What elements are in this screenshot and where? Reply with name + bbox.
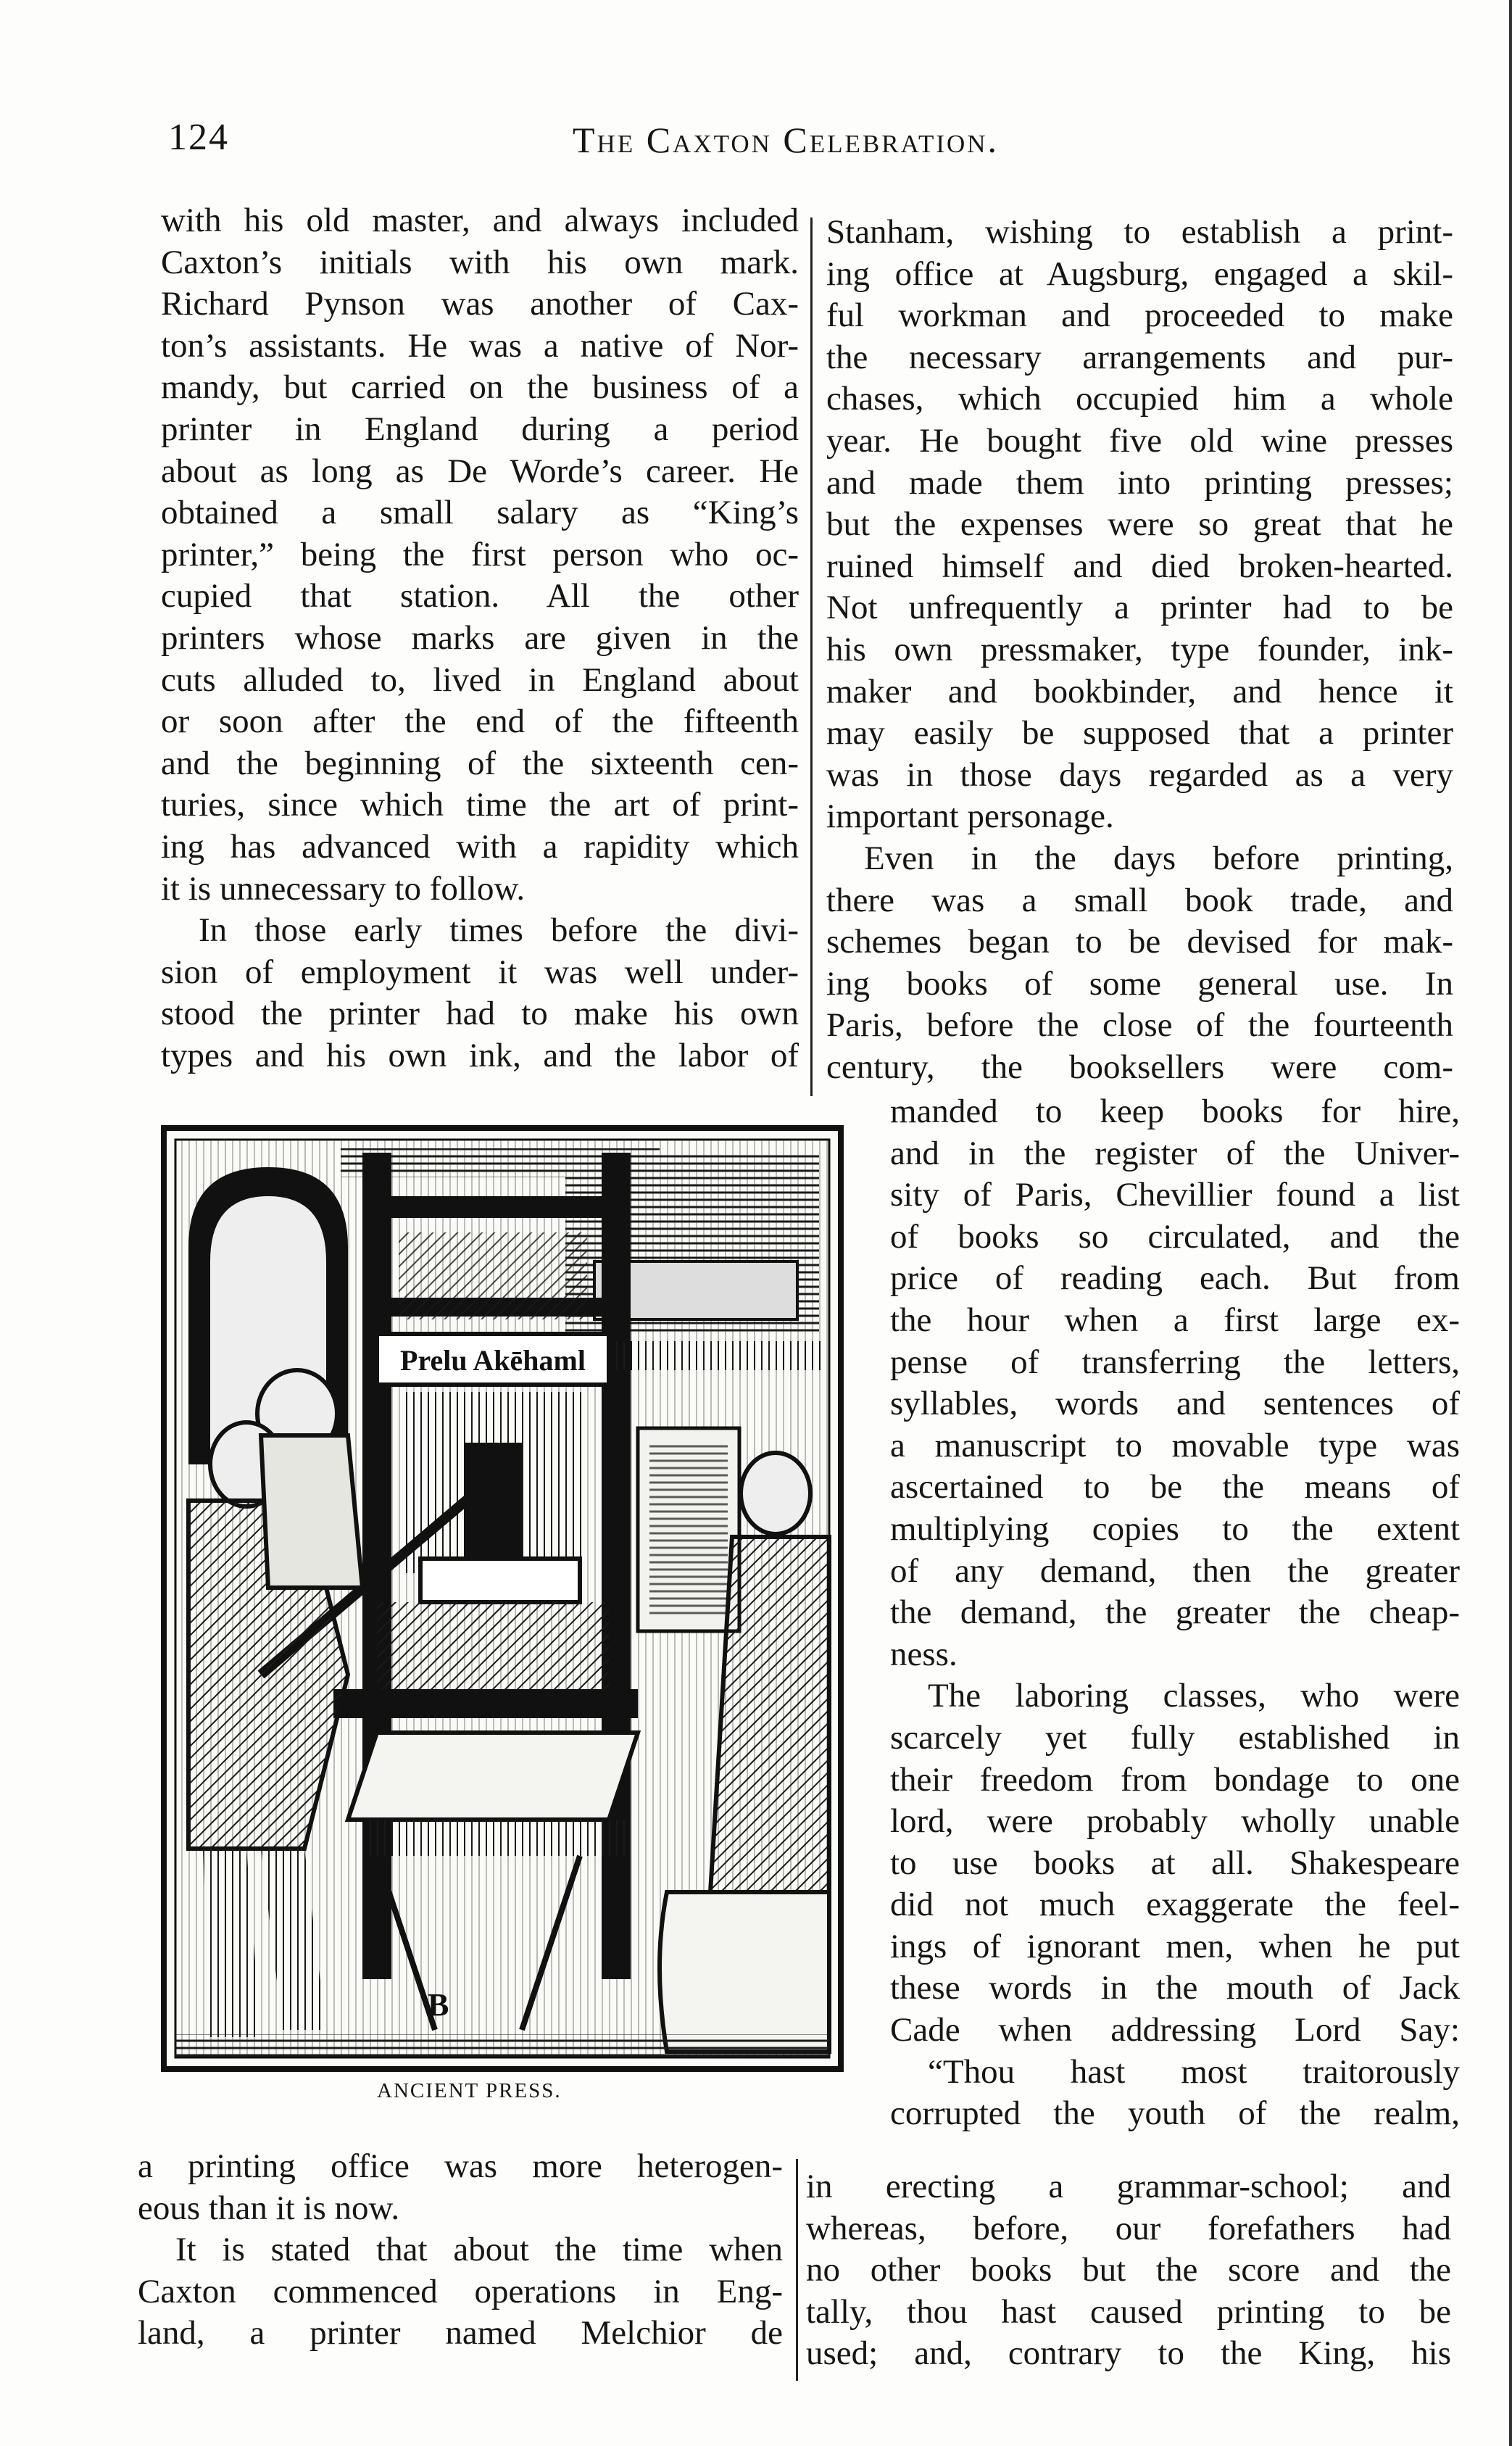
text-line: manded to keep books for hire, — [890, 1093, 1460, 1130]
text-line: In those early times before the divi- — [199, 911, 799, 950]
text-line: the demand, the greater the cheap- — [890, 1593, 1460, 1632]
text-line: a printing office was more heterogen- — [138, 2147, 783, 2185]
column-right-top — [826, 212, 1453, 1088]
column-right-bottom — [806, 2166, 1451, 2375]
text-line: lord, were probably wholly unable — [890, 1802, 1460, 1841]
text-line: maker and bookbinder, and hence it — [826, 672, 1453, 710]
text-line: ing books of some general use. In — [826, 964, 1453, 1003]
text-line: price of reading each. But from — [890, 1259, 1460, 1298]
text-line: it is unnecessary to follow. — [161, 869, 526, 908]
text-line: land, a printer named Melchior de — [138, 2314, 783, 2352]
text-line: no other books but the score and the — [806, 2251, 1451, 2289]
text-line: Caxton commenced operations in Eng- — [138, 2272, 783, 2310]
text-line: of books so circulated, and the — [890, 1217, 1460, 1256]
text-line: ruined himself and died broken-hearted. — [826, 547, 1453, 585]
text-line: whereas, before, our forefathers had — [806, 2209, 1451, 2247]
text-line: century, the booksellers were com- — [826, 1048, 1453, 1086]
text-line: Paris, before the close of the fourteenth — [826, 1006, 1453, 1045]
text-line: in erecting a grammar-school; and — [806, 2168, 1451, 2205]
text-line: ing office at Augsburg, engaged a skil- — [826, 254, 1453, 293]
text-line: year. He bought five old wine presses — [826, 421, 1453, 460]
column-divider — [810, 217, 813, 1096]
text-line: may easily be supposed that a printer — [826, 714, 1453, 753]
text-line: Stanham, wishing to establish a print- — [826, 213, 1453, 251]
text-line: “Thou hast most traitorously — [928, 2052, 1460, 2091]
text-line: Cade when addressing Lord Say: — [890, 2011, 1460, 2049]
text-line: tally, thou hast caused printing to be — [806, 2292, 1451, 2331]
text-line: cuts alluded to, lived in England about — [161, 660, 799, 699]
text-line: their freedom from bondage to one — [890, 1760, 1460, 1799]
text-line: and made them into printing presses; — [826, 463, 1453, 502]
column-right-middle — [890, 1091, 1460, 2135]
text-line: of any demand, then the greater — [890, 1551, 1460, 1590]
text-line: chases, which occupied him a whole — [826, 380, 1453, 418]
text-line: important personage. — [826, 797, 1114, 836]
text-line: cupied that station. All the other — [161, 577, 799, 615]
text-line: ascertained to be the means of — [890, 1468, 1460, 1506]
printer-monogram: B — [428, 1987, 449, 2023]
text-line: the hour when a first large ex- — [890, 1301, 1460, 1339]
figure-caption: ANCIENT PRESS. — [377, 2079, 562, 2102]
text-line: corrupted the youth of the realm, — [890, 2094, 1460, 2133]
text-line: his own pressmaker, type founder, ink- — [826, 630, 1453, 668]
text-line: It is stated that about the time when — [175, 2231, 783, 2269]
woodcut-press-drawing — [159, 1124, 845, 2073]
text-line: schemes began to be devised for mak- — [826, 923, 1453, 961]
text-line: ing has advanced with a rapidity which — [161, 827, 799, 866]
text-line: to use books at all. Shakespeare — [890, 1844, 1460, 1882]
text-line: sion of employment it was well under- — [161, 953, 799, 991]
woodcut-illustration — [159, 1124, 845, 2073]
text-line: the necessary arrangements and pur- — [826, 338, 1453, 376]
text-line: Not unfrequently a printer had to be — [826, 589, 1453, 627]
text-line: printers whose marks are given in the — [161, 618, 799, 657]
text-line: Even in the days before printing, — [864, 839, 1453, 877]
text-line: there was a small book trade, and — [826, 881, 1453, 919]
text-line: and the beginning of the sixteenth cen- — [161, 744, 799, 782]
text-line: Caxton’s initials with his own mark. — [161, 243, 799, 281]
column-divider — [796, 2159, 798, 2381]
page-edge — [1509, 0, 1512, 2446]
text-line: ton’s assistants. He was a native of Nor- — [161, 326, 799, 365]
text-line: pense of transferring the letters, — [890, 1343, 1460, 1381]
column-left-bottom — [138, 2146, 783, 2355]
text-line: used; and, contrary to the King, his — [806, 2334, 1451, 2373]
text-line: with his old master, and always included — [161, 202, 799, 239]
text-line: multiplying copies to the extent — [890, 1509, 1460, 1548]
text-line: but the expenses were so great that he — [826, 505, 1453, 544]
column-left-top — [161, 200, 799, 1077]
text-line: printer in England during a period — [161, 410, 799, 448]
text-line: these words in the mouth of Jack — [890, 1969, 1460, 2007]
text-line: or soon after the end of the fifteenth — [161, 702, 799, 741]
text-line: printer,” being the first person who oc- — [161, 535, 799, 573]
text-line: sity of Paris, Chevillier found a list — [890, 1176, 1460, 1214]
text-line: The laboring classes, who were — [928, 1677, 1460, 1715]
page-header — [0, 0, 1512, 188]
text-line: types and his own ink, and the labor of — [161, 1036, 799, 1074]
text-line: and in the register of the Univer- — [890, 1134, 1460, 1172]
text-line: was in those days regarded as a very — [826, 755, 1453, 794]
text-line: eous than it is now. — [138, 2189, 400, 2227]
text-line: stood the printer had to make his own — [161, 995, 799, 1033]
text-line: ness. — [890, 1635, 958, 1673]
running-title: The Caxton Celebration. — [573, 120, 1000, 160]
text-line: about as long as De Worde’s career. He — [161, 452, 799, 490]
text-line: obtained a small salary as “King’s — [161, 494, 799, 532]
page-number: 124 — [168, 117, 229, 158]
text-line: syllables, words and sentences of — [890, 1385, 1460, 1423]
text-line: ful workman and proceeded to make — [826, 297, 1453, 335]
text-line: a manuscript to movable type was — [890, 1426, 1460, 1464]
text-line: mandy, but carried on the business of a — [161, 368, 799, 407]
text-line: did not much exaggerate the feel- — [890, 1886, 1460, 1924]
text-line: turies, since which time the art of print- — [161, 786, 799, 824]
text-line: ings of ignorant men, when he put — [890, 1927, 1460, 1965]
text-line: scarcely yet fully established in — [890, 1718, 1460, 1757]
banner-text: Prelu Akēhaml — [400, 1344, 586, 1377]
text-line: Richard Pynson was another of Cax- — [161, 285, 799, 323]
